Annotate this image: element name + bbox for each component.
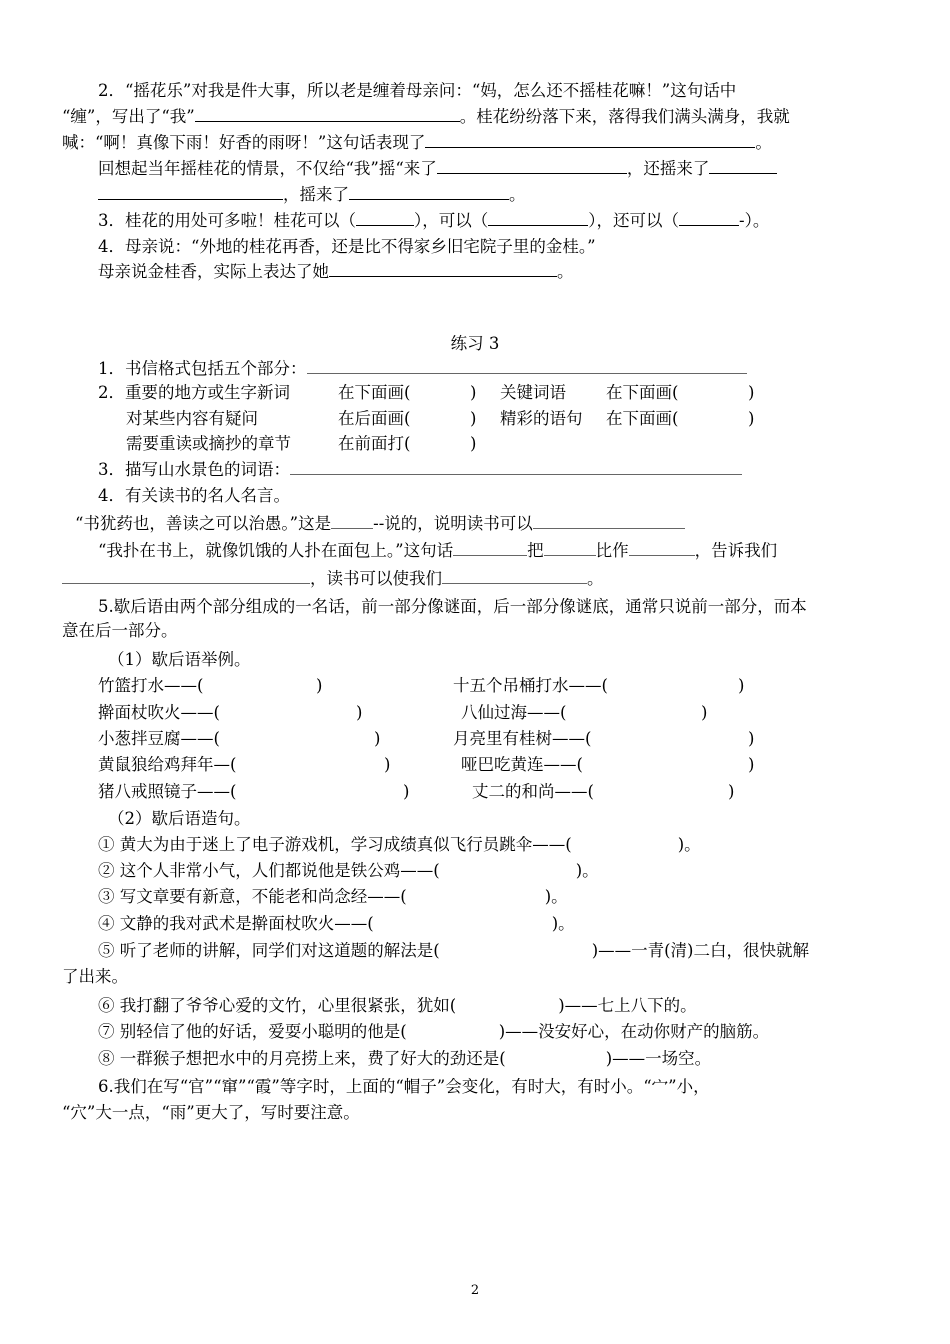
answer-blank[interactable] xyxy=(629,540,695,556)
ex3-item5-line2: 意在后一部分。 xyxy=(62,621,178,640)
example-row: 竹篮打水——( ) 十五个吊桶打水——( ) xyxy=(98,676,745,695)
answer-blank[interactable] xyxy=(544,540,596,556)
answer-blank[interactable] xyxy=(356,210,414,226)
sentence-6: ⑥ 我打翻了爷爷心爱的文竹，心里很紧张，犹如( )——七上八下的。 xyxy=(98,996,697,1015)
q2-line4: 回想起当年摇桂花的情景，不仅给“我”摇“来了 ，还摇来了 xyxy=(98,158,777,180)
q4-line2: 母亲说金桂香，实际上表达了她 。 xyxy=(98,262,574,281)
ex3-item5-sub2: （2）歇后语造句。 xyxy=(108,809,251,828)
answer-blank[interactable] xyxy=(98,184,283,200)
ex3-item4-line3: ，读书可以使我们 。 xyxy=(62,568,604,590)
ex3-item2-row1: 2．重要的地方或生字新词 在下面画( ) 关键词语 在下面画( ) xyxy=(98,383,755,402)
q2-line3: 喊：“啊！真像下雨！好香的雨呀！”这句话表现了 。 xyxy=(62,133,772,152)
sentence-2: ② 这个人非常小气，人们都说他是铁公鸡——( )。 xyxy=(98,861,599,880)
q2-line1: 2．“摇花乐”对我是件大事，所以老是缠着母亲问：“妈，怎么还不摇桂花嘛！”这句话中 xyxy=(98,81,737,100)
sentence-8: ⑧ 一群猴子想把水中的月亮捞上来，费了好大的劲还是( )——一场空。 xyxy=(98,1049,712,1068)
sentence-5: ⑤ 听了老师的讲解，同学们对这道题的解法是( )——一青(清)二白，很快就解 xyxy=(98,941,809,960)
answer-blank[interactable] xyxy=(533,513,685,529)
ex3-item6-line1: 6.我们在写“官”“窜”“霞”等字时，上面的“帽子”会变化，有时大，有时小。“宀”小， xyxy=(98,1077,710,1096)
answer-blank[interactable] xyxy=(331,513,373,529)
sentence-5-cont: 了出来。 xyxy=(62,967,128,986)
answer-blank[interactable] xyxy=(425,132,755,148)
sentence-3: ③ 写文章要有新意，不能老和尚念经——( )。 xyxy=(98,887,568,906)
answer-blank[interactable] xyxy=(709,158,777,174)
ex3-item1: 1．书信格式包括五个部分： xyxy=(98,358,747,380)
page-number: 2 xyxy=(470,1283,480,1298)
answer-blank[interactable] xyxy=(437,158,627,174)
answer-blank[interactable] xyxy=(679,210,739,226)
ex3-item4-head: 4．有关读书的名人名言。 xyxy=(98,486,290,505)
answer-blank[interactable] xyxy=(442,568,587,584)
ex3-item3: 3．描写山水景色的词语： xyxy=(98,459,742,481)
ex3-item5-line1: 5.歇后语由两个部分组成的一名话，前一部分像谜面，后一部分像谜底，通常只说前一部分，而本 xyxy=(98,597,807,616)
answer-blank[interactable] xyxy=(290,459,742,475)
ex3-item5-sub1: （1）歇后语举例。 xyxy=(108,650,251,669)
answer-blank[interactable] xyxy=(488,210,588,226)
example-row: 猪八戒照镜子——( ) 丈二的和尚——( ) xyxy=(98,782,735,801)
answer-blank[interactable] xyxy=(329,261,557,277)
sentence-4: ④ 文静的我对武术是擀面杖吹火——( )。 xyxy=(98,914,575,933)
q2-line2: “缠”，写出了“我” 。桂花纷纷落下来，落得我们满头满身，我就 xyxy=(62,107,790,126)
exercise-title: 练习 3 xyxy=(450,334,500,353)
sentence-1: ① 黄大为由于迷上了电子游戏机，学习成绩真似飞行员跳伞——( )。 xyxy=(98,835,701,854)
example-row: 黄鼠狼给鸡拜年—( ) 哑巴吃黄连——( ) xyxy=(98,755,755,774)
example-row: 小葱拌豆腐——( ) 月亮里有桂树——( ) xyxy=(98,729,755,748)
answer-blank[interactable] xyxy=(307,358,747,374)
q4-line1: 4．母亲说：“外地的桂花再香，还是比不得家乡旧宅院子里的金桂。” xyxy=(98,237,596,256)
answer-blank[interactable] xyxy=(349,184,509,200)
example-row: 擀面杖吹火——( ) 八仙过海——( ) xyxy=(98,703,708,722)
answer-blank[interactable] xyxy=(62,568,310,584)
q2-line5: ，摇来了 。 xyxy=(98,184,526,206)
q3-line: 3．桂花的用处可多啦！桂花可以（ ），可以（ ），还可以（ -）。 xyxy=(98,211,770,230)
ex3-item4-line1: “书犹药也，善读之可以治愚。”这是 --说的，说明读书可以 xyxy=(75,513,685,535)
answer-blank[interactable] xyxy=(195,106,460,122)
ex3-item4-line2: “我扑在书上，就像饥饿的人扑在面包上。”这句话 把 比作 ，告诉我们 xyxy=(98,541,778,560)
answer-blank[interactable] xyxy=(453,540,527,556)
ex3-item6-line2: “穴”大一点，“雨”更大了，写时要注意。 xyxy=(62,1103,360,1122)
sentence-7: ⑦ 别轻信了他的好话，爱耍小聪明的他是( )——没安好心，在动你财产的脑筋。 xyxy=(98,1022,770,1041)
